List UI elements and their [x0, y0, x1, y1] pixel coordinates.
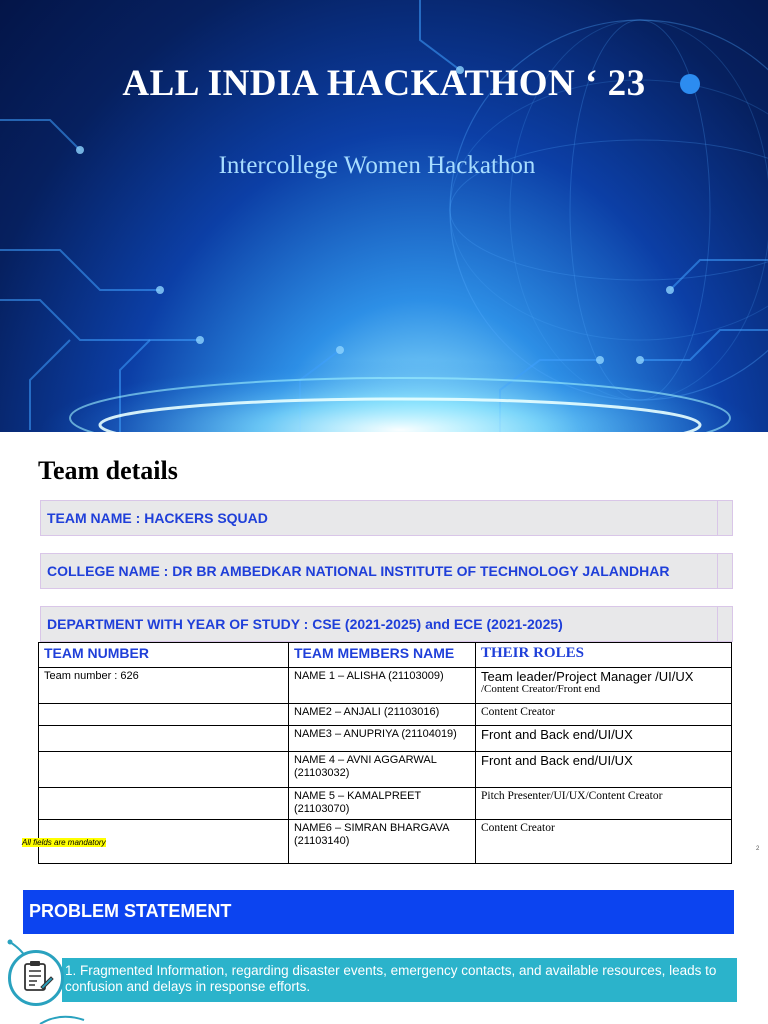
problem-statement-header	[23, 890, 734, 934]
team-details-slide	[0, 432, 768, 864]
team-number-cell	[39, 726, 289, 752]
team-name-box	[40, 500, 733, 536]
problem-statement-title: PROBLEM STATEMENT	[29, 901, 232, 921]
role-cell: Content Creator	[476, 820, 732, 864]
department-box	[40, 606, 733, 642]
table-row	[39, 668, 732, 704]
team-name-text: TEAM NAME : HACKERS SQUAD	[47, 510, 268, 526]
role-cell: Front and Back end/UI/UX	[476, 752, 732, 788]
problem-statement-slide	[0, 864, 768, 1024]
role-line-2: /Content Creator/Front end	[481, 683, 601, 695]
table-row	[39, 704, 732, 726]
hackathon-banner	[0, 0, 768, 432]
header-team-members-name: TEAM MEMBERS NAME	[289, 643, 476, 668]
department-text: DEPARTMENT WITH YEAR OF STUDY : CSE (2021-2025) and ECE (2021-2025)	[47, 616, 563, 632]
role-line-1: Team leader/Project Manager /UI/UX	[481, 669, 694, 684]
role-cell: Front and Back end/UI/UX	[476, 726, 732, 752]
team-members-table	[38, 642, 732, 864]
team-number-cell: Team number : 626	[39, 668, 289, 704]
team-number-cell	[39, 752, 289, 788]
role-cell: Content Creator	[476, 704, 732, 726]
member-name-cell: NAME3 – ANUPRIYA (21104019)	[289, 726, 476, 752]
title-dot-icon	[680, 74, 700, 94]
slide-number: 2	[756, 846, 760, 852]
table-row	[39, 820, 732, 864]
table-header-row	[39, 643, 732, 668]
mandatory-fields-note: All fields are mandatory	[22, 838, 106, 847]
role-cell	[476, 668, 732, 704]
box-divider	[717, 501, 718, 535]
member-name-cell: NAME 5 – KAMALPREET (21103070)	[289, 788, 476, 820]
table-row	[39, 726, 732, 752]
banner-title: ALL INDIA HACKATHON ‘ 23	[122, 63, 646, 104]
team-number-cell	[39, 704, 289, 726]
college-name-text: COLLEGE NAME : DR BR AMBEDKAR NATIONAL INSTITUTE OF TECHNOLOGY JALANDHAR	[47, 563, 670, 579]
college-name-box	[40, 553, 733, 589]
team-number-cell	[39, 788, 289, 820]
member-name-cell: NAME6 – SIMRAN BHARGAVA (21103140)	[289, 820, 476, 864]
problem-point-1	[62, 958, 737, 1002]
member-name-cell: NAME2 – ANJALI (21103016)	[289, 704, 476, 726]
problem-point-1-text: 1. Fragmented Information, regarding disaster events, emergency contacts, and available resources, leads to confusion and delays in response efforts.	[65, 963, 717, 994]
role-cell: Pitch Presenter/UI/UX/Content Creator	[476, 788, 732, 820]
banner-subtitle: Intercollege Women Hackathon	[218, 152, 536, 179]
header-team-number: TEAM NUMBER	[39, 643, 289, 668]
member-name-cell: NAME 1 – ALISHA (21103009)	[289, 668, 476, 704]
table-row	[39, 752, 732, 788]
team-details-heading: Team details	[38, 456, 178, 485]
box-divider	[717, 607, 718, 641]
table-row	[39, 788, 732, 820]
checklist-icon	[8, 950, 64, 1006]
member-name-cell: NAME 4 – AVNI AGGARWAL (21103032)	[289, 752, 476, 788]
box-divider	[717, 554, 718, 588]
header-their-roles: THEIR ROLES	[476, 643, 732, 668]
